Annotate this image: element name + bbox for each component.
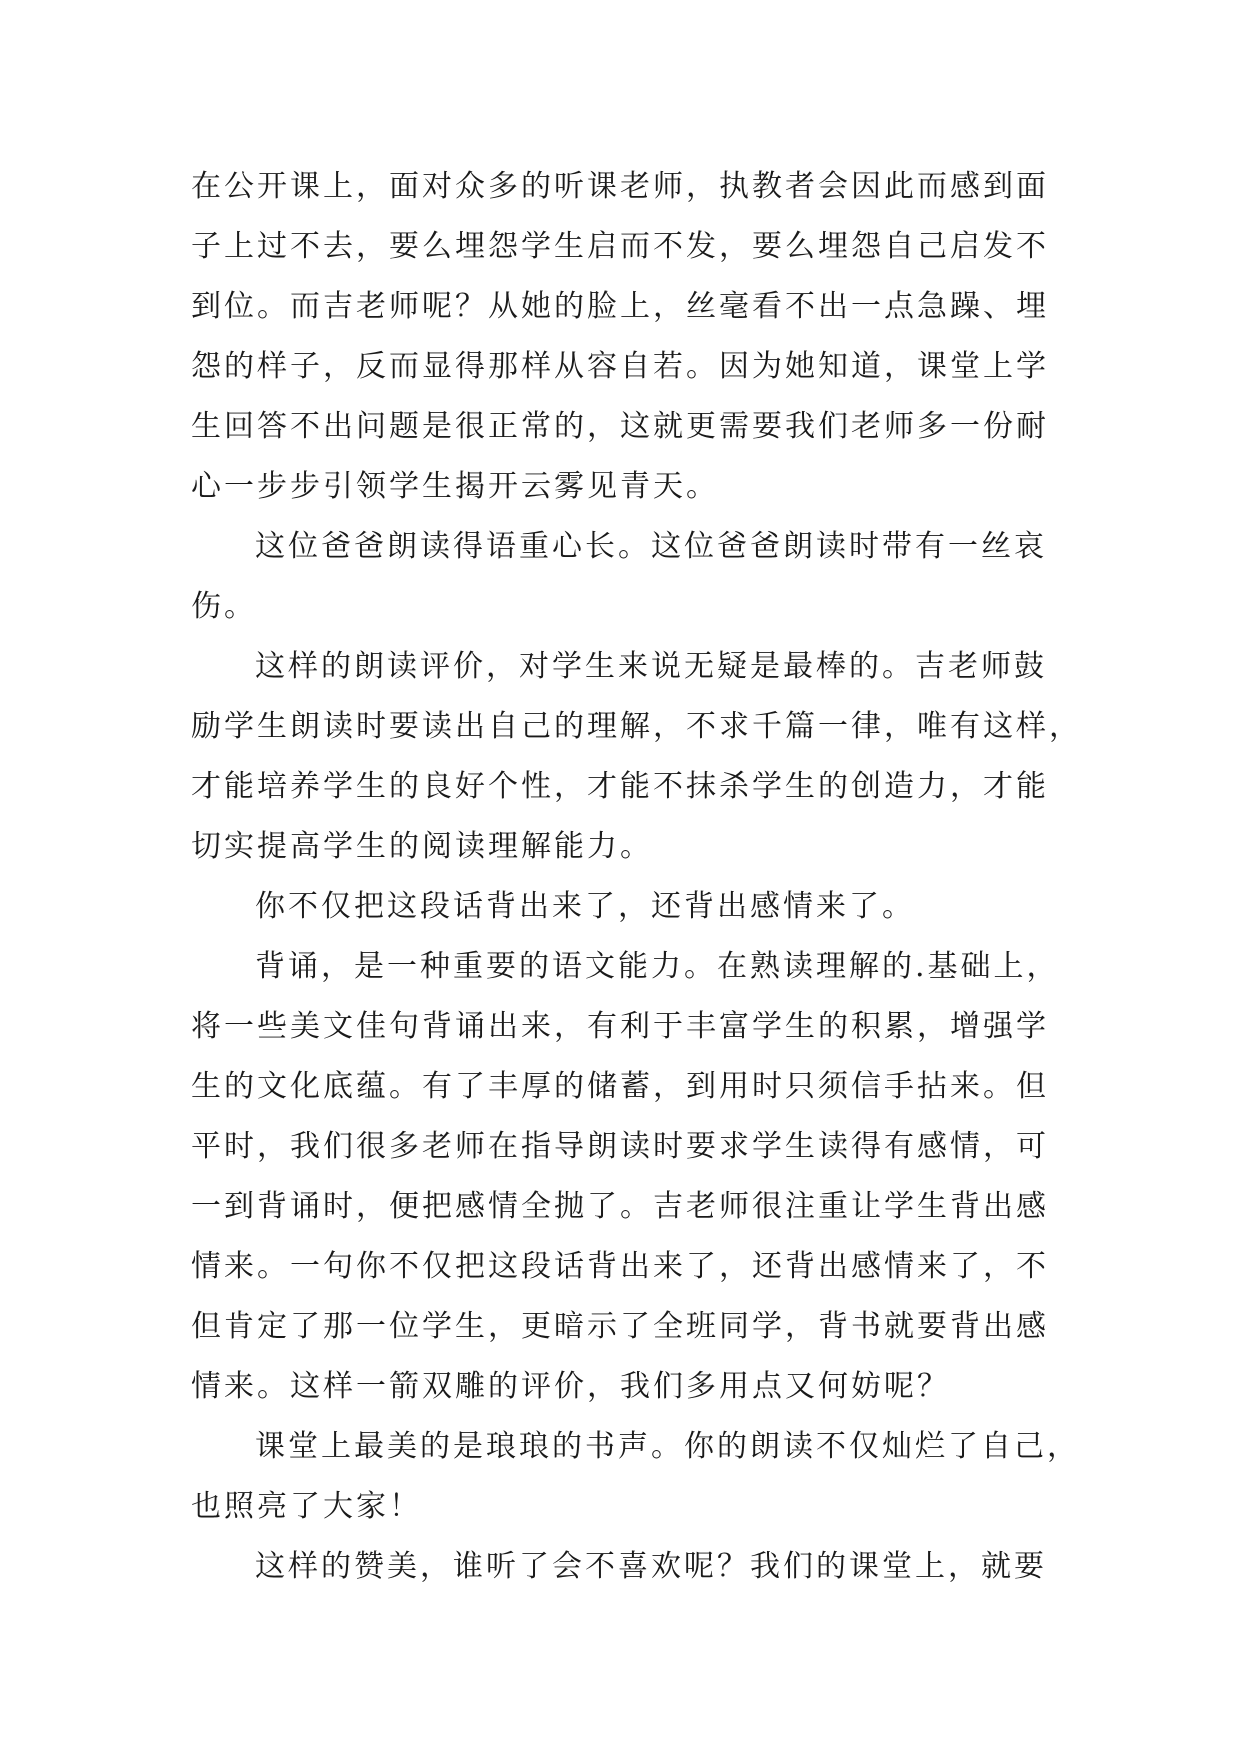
text-line: 一到背诵时，便把感情全抛了。吉老师很注重让学生背出感 [191,1189,1049,1224]
document-body [191,157,1082,1597]
paragraph-first-line: 你不仅把这段话背出来了，还背出感情来了。 [255,889,915,924]
text-line: 生的文化底蕴。有了丰厚的储蓄，到用时只须信手拈来。但 [191,1069,1049,1104]
text-line: 情来。一句你不仅把这段话背出来了，还背出感情来了，不 [191,1249,1049,1284]
text-line: 将一些美文佳句背诵出来，有利于丰富学生的积累，增强学 [191,1009,1049,1044]
text-line: 切实提高学生的阅读理解能力。 [191,829,653,864]
text-line: 子上过不去，要么埋怨学生启而不发，要么埋怨自己启发不 [191,229,1049,264]
text-line: 但肯定了那一位学生，更暗示了全班同学，背书就要背出感 [191,1309,1049,1344]
text-line: 励学生朗读时要读出自己的理解，不求千篇一律，唯有这样， [191,709,1082,744]
text-line: 伤。 [191,589,257,624]
text-line: 情来。这样一箭双雕的评价，我们多用点又何妨呢？ [191,1369,950,1404]
text-line: 怨的样子，反而显得那样从容自若。因为她知道，课堂上学 [191,349,1049,384]
text-line: 才能培养学生的良好个性，才能不抹杀学生的创造力，才能 [191,769,1049,804]
text-line: 平时，我们很多老师在指导朗读时要求学生读得有感情，可 [191,1129,1049,1164]
text-line: 也照亮了大家！ [191,1489,422,1524]
text-line: 在公开课上，面对众多的听课老师，执教者会因此而感到面 [191,169,1049,204]
paragraph-first-line: 课堂上最美的是琅琅的书声。你的朗读不仅灿烂了自己， [255,1429,1080,1464]
text-line: 到位。而吉老师呢？从她的脸上，丝毫看不出一点急躁、埋 [191,289,1049,324]
text-line: 生回答不出问题是很正常的，这就更需要我们老师多一份耐 [191,409,1049,444]
paragraph-first-line: 这样的赞美，谁听了会不喜欢呢？我们的课堂上，就要 [255,1549,1047,1584]
paragraph-first-line: 背诵，是一种重要的语文能力。在熟读理解的.基础上， [255,949,1060,984]
paragraph-first-line: 这样的朗读评价，对学生来说无疑是最棒的。吉老师鼓 [255,649,1047,684]
paragraph-first-line: 这位爸爸朗读得语重心长。这位爸爸朗读时带有一丝哀 [255,529,1047,564]
text-line: 心一步步引领学生揭开云雾见青天。 [191,469,719,504]
